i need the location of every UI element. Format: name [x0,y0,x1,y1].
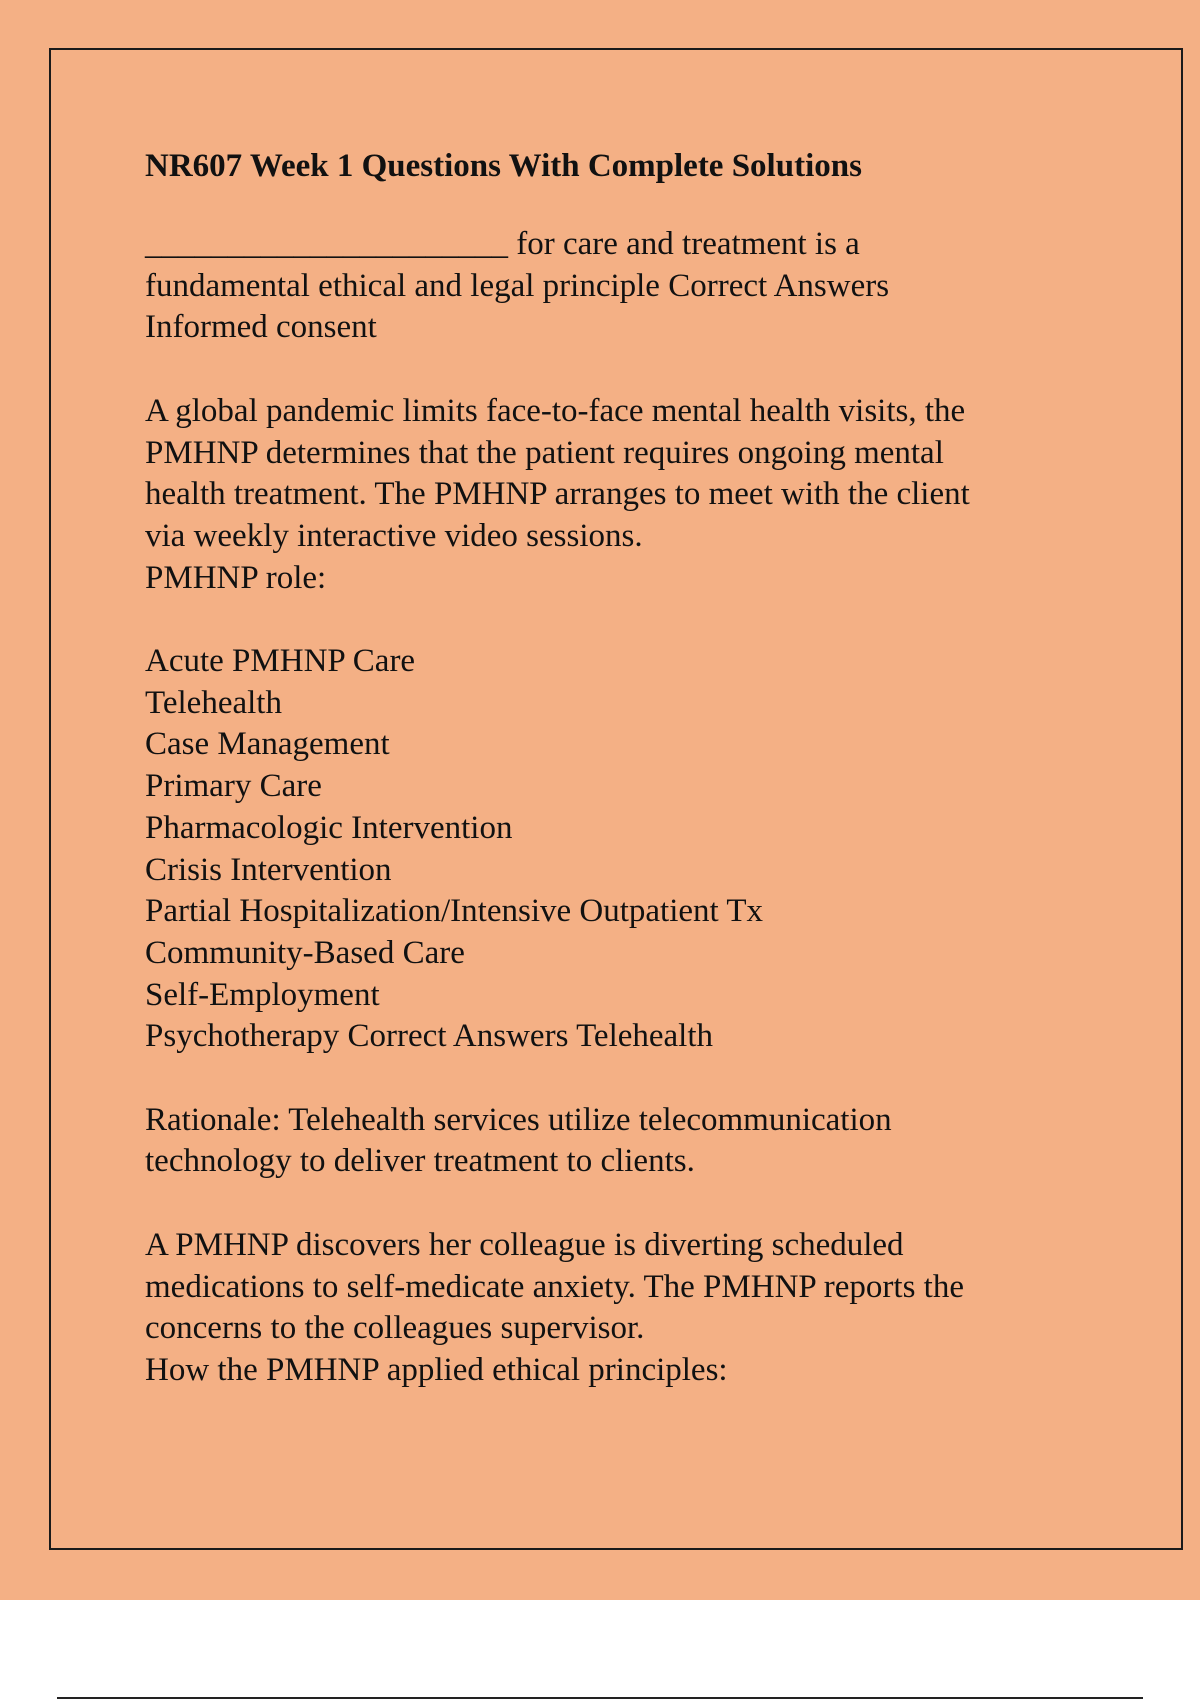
option-item: Community-Based Care [145,934,465,971]
question-1 [145,224,1105,349]
question-2-stem-line: health treatment. The PMHNP arranges to meet with the client [145,476,970,513]
question-2-options [145,641,1105,1058]
question-2-prompt: PMHNP role: [145,559,327,596]
question-2-stem-line: PMHNP determines that the patient requires ongoing mental [145,434,944,471]
rationale-line: Rationale: Telehealth services utilize telecommunication [145,1101,892,1138]
bottom-divider [57,1697,1143,1699]
question-3-stem-line: A PMHNP discovers her colleague is diverting scheduled [145,1226,904,1263]
question-3-prompt: How the PMHNP applied ethical principles: [145,1351,728,1388]
option-item: Telehealth [145,684,282,721]
question-2-stem [145,391,1105,600]
question-2-stem-line: via weekly interactive video sessions. [145,517,643,554]
question-1-line: ______________________ for care and treatment is a [145,226,860,262]
question-2-stem-line: A global pandemic limits face-to-face mental health visits, the [145,392,966,429]
option-item: Pharmacologic Intervention [145,809,513,846]
option-item: Self-Employment [145,976,380,1013]
question-3-stem [145,1225,1105,1392]
option-item: Primary Care [145,768,322,805]
rationale-line: technology to deliver treatment to clients. [145,1143,695,1180]
question-1-line: fundamental ethical and legal principle Correct Answers [145,267,890,304]
question-2-rationale [145,1100,1105,1183]
document-content [145,140,1105,1433]
question-3-stem-line: concerns to the colleagues supervisor. [145,1310,645,1347]
document-title: NR607 Week 1 Questions With Complete Solutions [145,148,862,184]
option-item: Acute PMHNP Care [145,643,416,679]
option-item-with-answer: Psychotherapy Correct Answers Telehealth [145,1018,714,1055]
option-item: Partial Hospitalization/Intensive Outpatient Tx [145,893,764,930]
option-item: Crisis Intervention [145,851,392,888]
option-item: Case Management [145,726,390,763]
question-3-stem-line: medications to self-medicate anxiety. The PMHNP reports the [145,1268,964,1305]
question-1-answer: Informed consent [145,309,377,346]
